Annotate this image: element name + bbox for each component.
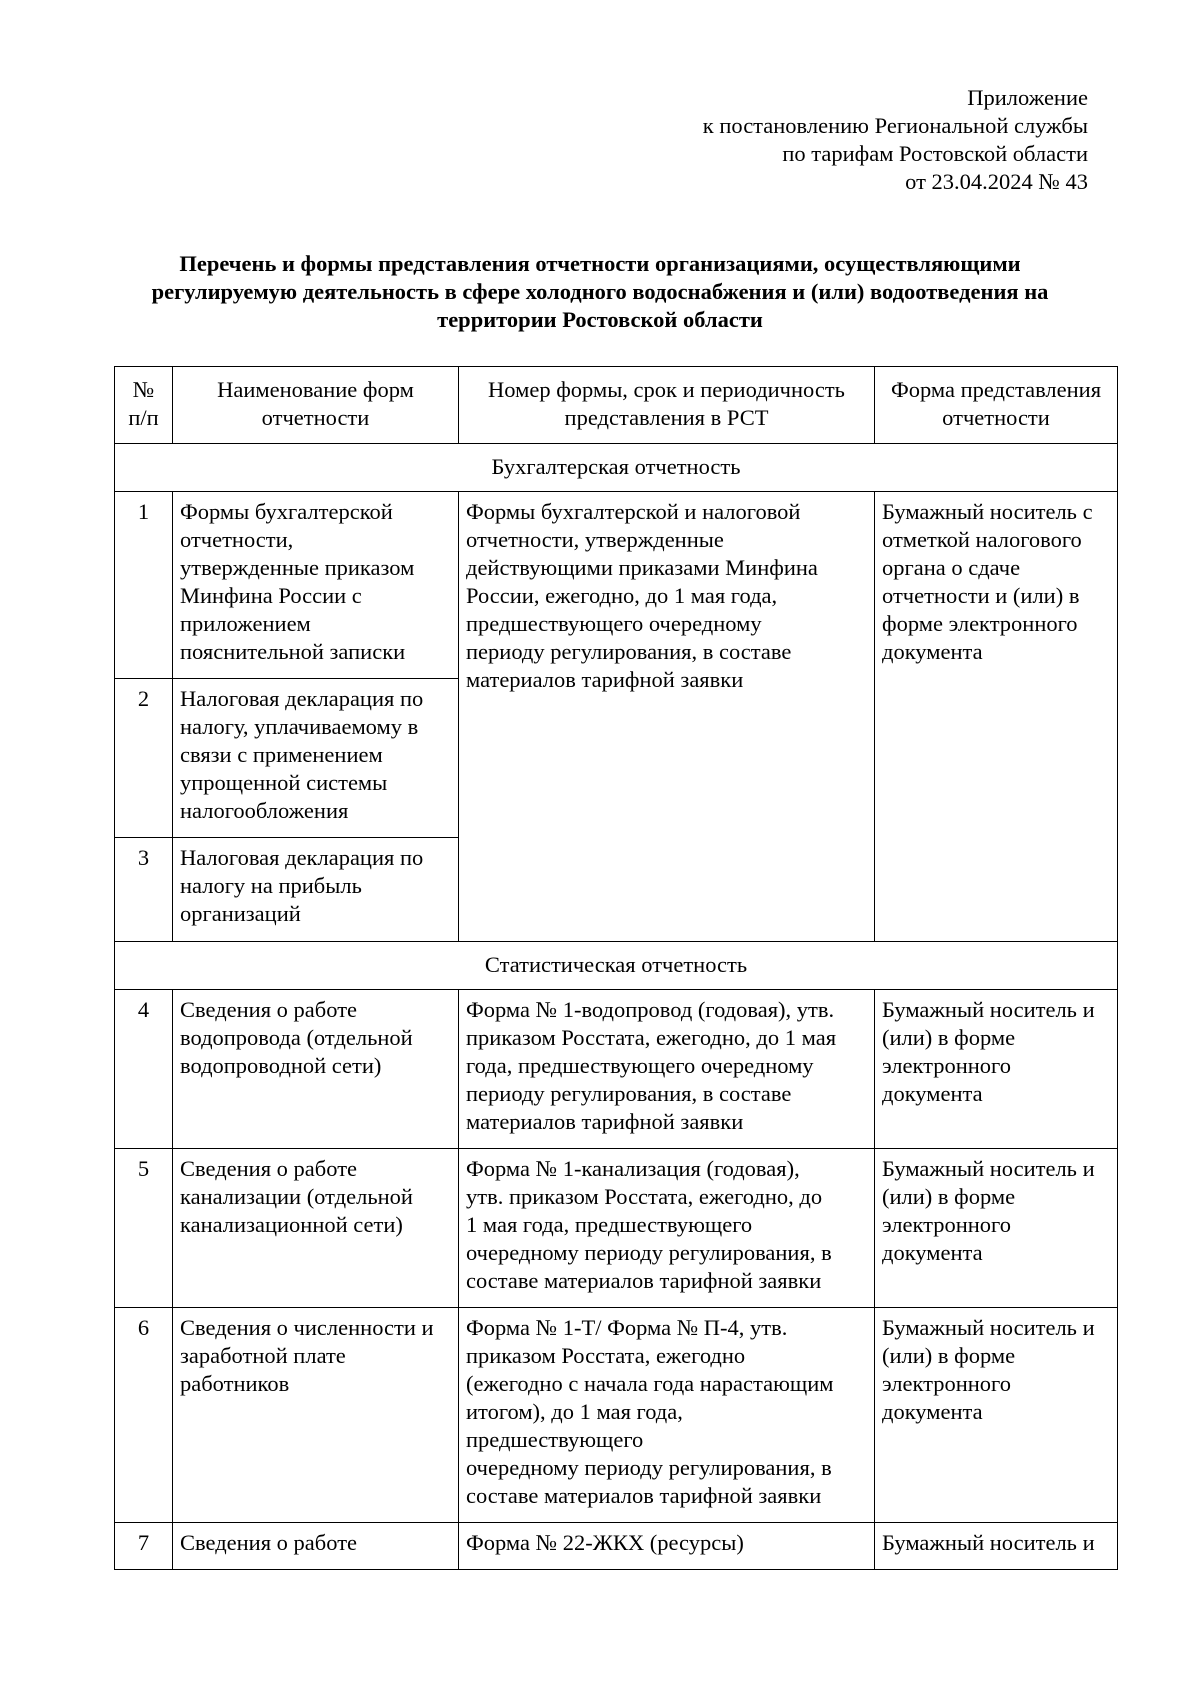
- section-title-statistical: Статистическая отчетность: [115, 942, 1118, 990]
- row-num: 4: [115, 990, 173, 1149]
- row-num: 5: [115, 1149, 173, 1308]
- row-form: Форма № 1-канализация (годовая), утв. приказом Росстата, ежегодно, до 1 мая года, предшествующего очередному периоду регулирования, в составе материалов тарифной заявки: [459, 1149, 875, 1308]
- row-method: Бумажный носитель и (или) в форме электронного документа: [875, 990, 1118, 1149]
- appendix-line-2: к постановлению Региональной службы: [702, 113, 1088, 138]
- title-line-3: территории Ростовской области: [437, 307, 763, 332]
- row-method: Бумажный носитель и (или) в форме электронного документа: [875, 1308, 1118, 1523]
- title-line-2: регулируемую деятельность в сфере холодного водоснабжения и (или) водоотведения на: [151, 279, 1049, 304]
- header-form: Номер формы, срок и периодичность представления в РСТ: [459, 367, 875, 444]
- appendix-line-4: от 23.04.2024 № 43: [905, 169, 1088, 194]
- header-num: № п/п: [115, 367, 173, 444]
- row-name: Сведения о работе канализации (отдельной канализационной сети): [173, 1149, 459, 1308]
- table-row: [115, 492, 1118, 679]
- appendix-line-1: Приложение: [967, 85, 1088, 110]
- row-name: Сведения о работе: [173, 1523, 459, 1570]
- row-form: Форма № 1-Т/ Форма № П-4, утв. приказом Росстата, ежегодно (ежегодно с начала года нарастающим итогом), до 1 мая года, предшествующего очередному периоду регулирования, в составе материалов тарифной заявки: [459, 1308, 875, 1523]
- section-row-accounting: [115, 444, 1118, 492]
- row-num: 2: [115, 679, 173, 838]
- section-title-accounting: Бухгалтерская отчетность: [115, 444, 1118, 492]
- row-form: Формы бухгалтерской и налоговой отчетности, утвержденные действующими приказами Минфина России, ежегодно, до 1 мая года, предшествующего очередному периоду регулирования, в составе материалов тарифной заявки: [459, 492, 875, 942]
- table-row: [115, 990, 1118, 1149]
- row-num: 1: [115, 492, 173, 679]
- table-row: [115, 1308, 1118, 1523]
- row-name: Сведения о численности и заработной плате работников: [173, 1308, 459, 1523]
- row-form: Форма № 1-водопровод (годовая), утв. приказом Росстата, ежегодно, до 1 мая года, предшествующего очередному периоду регулирования, в составе материалов тарифной заявки: [459, 990, 875, 1149]
- document-title: [100, 250, 1100, 334]
- row-name: Налоговая декларация по налогу на прибыль организаций: [173, 838, 459, 942]
- row-name: Формы бухгалтерской отчетности, утвержденные приказом Минфина России с приложением пояснительной записки: [173, 492, 459, 679]
- section-row-statistical: [115, 942, 1118, 990]
- row-num: 7: [115, 1523, 173, 1570]
- title-line-1: Перечень и формы представления отчетности организациями, осуществляющими: [179, 251, 1021, 276]
- row-method: Бумажный носитель с отметкой налогового органа о сдаче отчетности и (или) в форме электронного документа: [875, 492, 1118, 942]
- header-name: Наименование форм отчетности: [173, 367, 459, 444]
- header-method: Форма представления отчетности: [875, 367, 1118, 444]
- table-row: [115, 1149, 1118, 1308]
- row-name: Сведения о работе водопровода (отдельной водопроводной сети): [173, 990, 459, 1149]
- appendix-line-3: по тарифам Ростовской области: [782, 141, 1088, 166]
- table-row: [115, 1523, 1118, 1570]
- row-method: Бумажный носитель и (или) в форме электронного документа: [875, 1149, 1118, 1308]
- row-num: 3: [115, 838, 173, 942]
- row-method: Бумажный носитель и: [875, 1523, 1118, 1570]
- table-header-row: [115, 367, 1118, 444]
- row-name: Налоговая декларация по налогу, уплачиваемому в связи с применением упрощенной системы налогообложения: [173, 679, 459, 838]
- row-num: 6: [115, 1308, 173, 1523]
- row-form: Форма № 22-ЖКХ (ресурсы): [459, 1523, 875, 1570]
- reporting-forms-table: [114, 366, 1118, 1570]
- appendix-header: [703, 84, 1088, 196]
